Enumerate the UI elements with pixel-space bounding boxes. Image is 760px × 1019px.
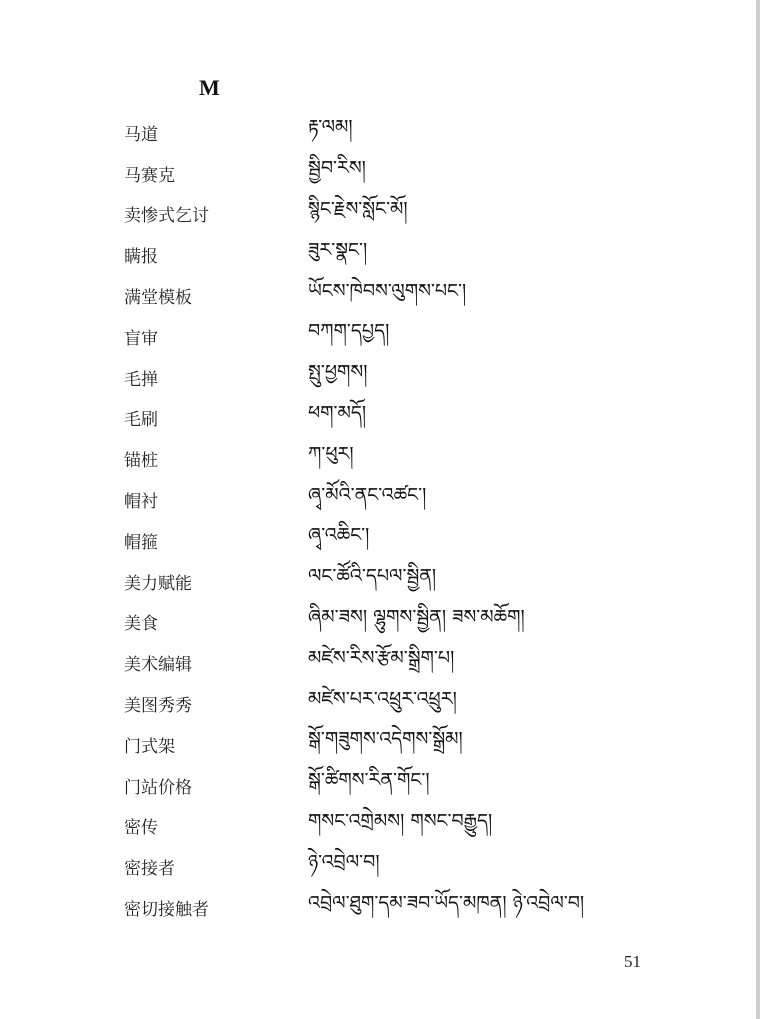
- dictionary-entry: [124, 398, 684, 439]
- tibetan-translation: སྙིང་རྗེས་སློང་མོ།: [308, 198, 408, 220]
- tibetan-translation: ཞྭ་འཆིང་།: [308, 524, 370, 547]
- tibetan-translation: ཞྭ་མོའི་ནང་འཚང་།: [308, 483, 427, 506]
- chinese-term: 锚桩: [124, 451, 158, 472]
- chinese-term: 卖惨式乞讨: [124, 206, 209, 227]
- tibetan-translation: ཉེ་འབྲེལ་བ།: [308, 850, 380, 873]
- tibetan-translation: ཟུར་སྣང་།: [308, 238, 368, 261]
- dictionary-entry: [124, 357, 684, 398]
- tibetan-translation: སྒོ་ཚིགས་རིན་གོང་།: [308, 769, 430, 792]
- chinese-term: 密传: [124, 818, 158, 839]
- tibetan-translation: འབྲེལ་ཐུག་དམ་ཟབ་ཡོད་མཁན། ཉེ་འབྲེལ་བ།: [308, 891, 585, 914]
- tibetan-translation: ཡོངས་ཁེབས་ལུགས་པང་།: [308, 279, 467, 302]
- chinese-term: 帽箍: [124, 532, 158, 553]
- dictionary-entry: [124, 275, 684, 316]
- dictionary-entry: [124, 887, 684, 928]
- chinese-term: 满堂模板: [124, 288, 192, 309]
- tibetan-translation: ཕག་མདོ།: [308, 401, 367, 424]
- chinese-term: 密切接触者: [124, 900, 209, 921]
- tibetan-translation: བཀག་དཔྱད།: [308, 320, 390, 343]
- dictionary-entry: [124, 194, 684, 235]
- chinese-term: 马赛克: [124, 165, 175, 186]
- tibetan-translation: གསང་འགྲེམས། གསང་བརྒྱུད།: [308, 809, 493, 832]
- chinese-term: 帽衬: [124, 492, 158, 513]
- tibetan-translation: མཛེས་རིས་རྩོམ་སྒྲིག་པ།: [308, 646, 455, 669]
- chinese-term: 马道: [124, 124, 158, 145]
- tibetan-translation: སྒོ་གཟུགས་འདེགས་སྒྲོམ།: [308, 728, 463, 751]
- chinese-term: 密接者: [124, 859, 175, 880]
- dictionary-entry: [124, 112, 684, 153]
- tibetan-translation: རྟ་ལམ།: [308, 116, 353, 139]
- chinese-term: 美术编辑: [124, 655, 192, 676]
- tibetan-translation: སྦྱིབ་རིས།: [308, 157, 366, 180]
- tibetan-translation: མཛེས་པར་འཕྲུར་འཕྲུར།: [308, 687, 457, 710]
- tibetan-translation: ཀ་ཕུར།: [308, 442, 354, 465]
- chinese-term: 美力赋能: [124, 573, 192, 594]
- tibetan-translation: ལང་ཚོའི་དཔལ་སྦྱིན།: [308, 565, 437, 588]
- section-heading: M: [199, 75, 220, 100]
- tibetan-translation: སྤུ་ཕྱགས།: [308, 361, 368, 384]
- chinese-term: 门站价格: [124, 777, 192, 798]
- chinese-term: 毛掸: [124, 369, 158, 390]
- tibetan-translation: ཞིམ་ཟས། ལྷུགས་སྦྱིན། ཟས་མཆོག།: [308, 605, 525, 628]
- dictionary-entry: [124, 479, 684, 520]
- chinese-term: 美食: [124, 614, 158, 635]
- dictionary-entry: [124, 806, 684, 847]
- entry-list: [124, 112, 684, 928]
- chinese-term: 盲审: [124, 328, 158, 349]
- page-edge-rule: [756, 0, 760, 1019]
- page-number: 51: [624, 952, 641, 971]
- chinese-term: 毛刷: [124, 410, 158, 431]
- chinese-term: 门式架: [124, 736, 175, 757]
- chinese-term: 瞒报: [124, 247, 158, 268]
- chinese-term: 美图秀秀: [124, 696, 192, 717]
